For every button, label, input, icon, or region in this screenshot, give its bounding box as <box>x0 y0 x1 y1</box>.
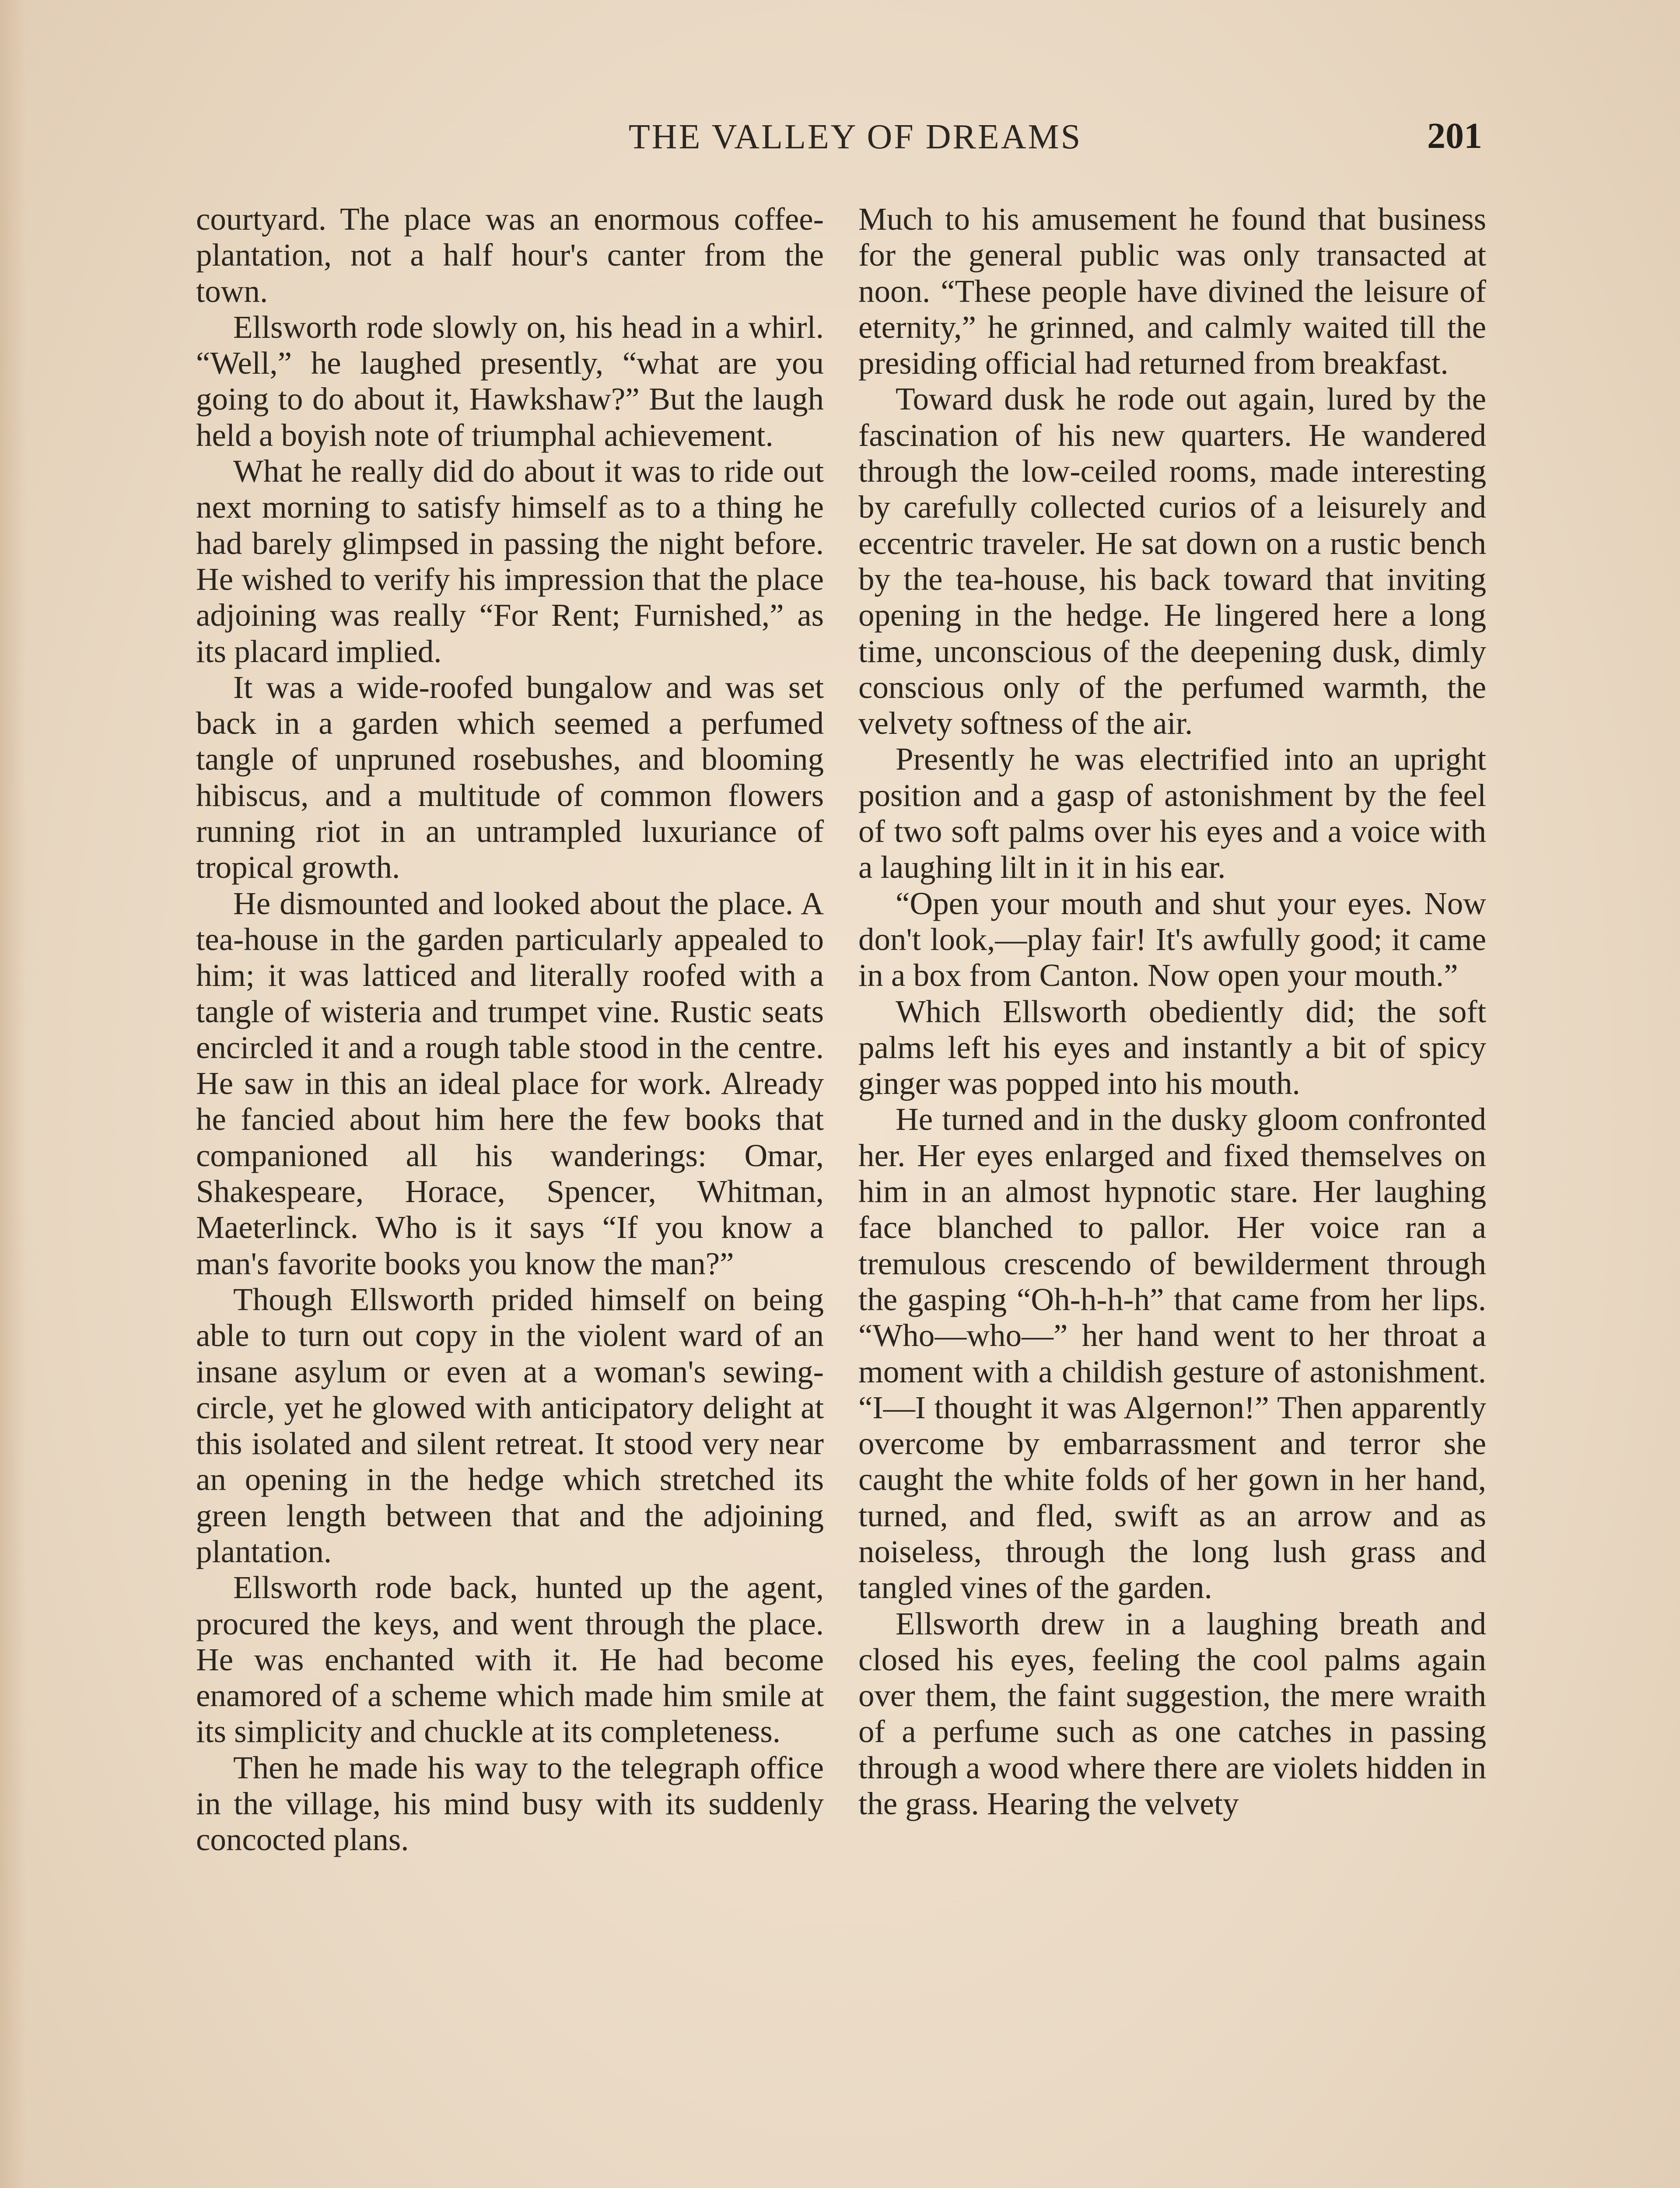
paragraph: Which Ellsworth obediently did; the soft palms left his eyes and instantly a bit of spicy ginger was popped into his mouth. <box>858 993 1486 1101</box>
paragraph: He turned and in the dusky gloom confronted her. Her eyes enlarged and fixed themselves on him in an almost hypnotic stare. Her laughing face blanched to pallor. Her voice ran a tremulous crescendo of bewilderment through the gasping “Oh-h-h-h” that came from her lips. “Who—who—” her hand went to her throat a moment with a childish gesture of astonishment. “I—I thought it was Algernon!” Then apparently overcome by embarrassment and terror she caught the white folds of her gown in her hand, turned, and fled, swift as an arrow and as noiseless, through the long lush grass and tangled vines of the garden. <box>858 1101 1486 1606</box>
paragraph: “Open your mouth and shut your eyes. Now don't look,—play fair! It's awfully good; it came in a box from Canton. Now open your mouth.” <box>858 885 1486 993</box>
paragraph: He dismounted and looked about the place. A tea-house in the garden particularly appealed to him; it was latticed and literally roofed with a tangle of wisteria and trumpet vine. Rustic seats encircled it and a rough table stood in the centre. He saw in this an ideal place for work. Already he fancied about him here the few books that companioned all his wanderings: Omar, Shakespeare, Horace, Spencer, Whitman, Maeterlinck. Who is it says “If you know a man's favorite books you know the man?” <box>196 885 824 1281</box>
paragraph: Then he made his way to the telegraph office in the village, his mind busy with its suddenly concocted plans. <box>196 1750 824 1858</box>
text-column-right <box>858 201 1486 1822</box>
text-column-left <box>196 201 824 1858</box>
paragraph: Though Ellsworth prided himself on being able to turn out copy in the violent ward of an insane asylum or even at a woman's sewing-circle, yet he glowed with anticipatory delight at this isolated and silent retreat. It stood very near an opening in the hedge which stretched its green length between that and the adjoining plantation. <box>196 1281 824 1569</box>
paragraph: Ellsworth rode slowly on, his head in a whirl. “Well,” he laughed presently, “what are you going to do about it, Hawkshaw?” But the laugh held a boyish note of triumphal achievement. <box>196 309 824 453</box>
paragraph: Much to his amusement he found that business for the general public was only transacted at noon. “These people have divined the leisure of eternity,” he grinned, and calmly waited till the presiding official had returned from breakfast. <box>858 201 1486 381</box>
running-title: THE VALLEY OF DREAMS <box>628 118 1082 156</box>
page-number: 201 <box>1427 116 1482 156</box>
paragraph: Ellsworth drew in a laughing breath and closed his eyes, feeling the cool palms again over them, the faint suggestion, the mere wraith of a perfume such as one catches in passing through a wood where there are violets hidden in the grass. Hearing the velvety <box>858 1606 1486 1822</box>
paragraph: It was a wide-roofed bungalow and was set back in a garden which seemed a perfumed tangle of unpruned rosebushes, and blooming hibiscus, and a multitude of common flowers running riot in an untrampled luxuriance of tropical growth. <box>196 669 824 885</box>
page-edge-shadow-left <box>0 0 26 2188</box>
paragraph: courtyard. The place was an enormous coffee-plantation, not a half hour's canter from the town. <box>196 201 824 309</box>
paragraph: Toward dusk he rode out again, lured by the fascination of his new quarters. He wandered through the low-ceiled rooms, made interesting by carefully collected curios of a leisurely and eccentric traveler. He sat down on a rustic bench by the tea-house, his back toward that inviting opening in the hedge. He lingered here a long time, unconscious of the deepening dusk, dimly conscious only of the perfumed warmth, the velvety softness of the air. <box>858 381 1486 741</box>
paragraph: Presently he was electrified into an upright position and a gasp of astonishment by the feel of two soft palms over his eyes and a voice with a laughing lilt in it in his ear. <box>858 741 1486 885</box>
paragraph: What he really did do about it was to ride out next morning to satisfy himself as to a thing he had barely glimpsed in passing the night before. He wished to verify his impression that the place adjoining was really “For Rent; Furnished,” as its placard implied. <box>196 453 824 669</box>
paragraph: Ellsworth rode back, hunted up the agent, procured the keys, and went through the place. He was enchanted with it. He had become enamored of a scheme which made him smile at its simplicity and chuckle at its completeness. <box>196 1570 824 1750</box>
